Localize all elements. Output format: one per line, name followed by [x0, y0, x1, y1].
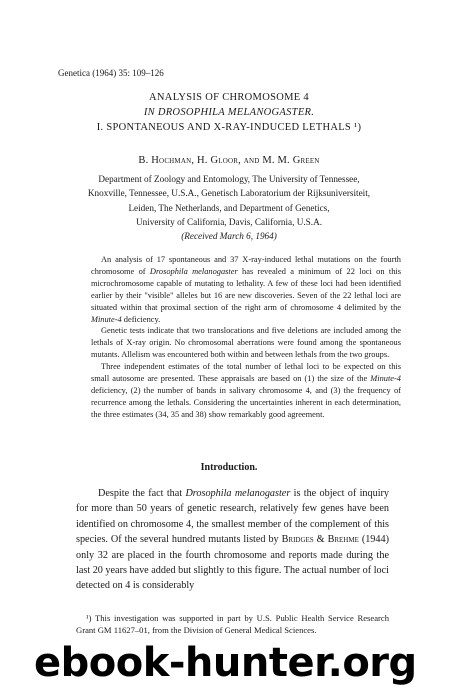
- abstract-paragraph: [91, 361, 401, 421]
- journal-citation: Genetica (1964) 35: 109–126: [58, 68, 164, 78]
- gene-name: Minute-4: [370, 374, 401, 384]
- abstract-paragraph: [91, 254, 401, 325]
- intro-paragraph: [76, 486, 389, 594]
- article-title-line-3: I. SPONTANEOUS AND X-RAY-INDUCED LETHALS ¹): [96, 122, 362, 133]
- affiliation-line: Leiden, The Netherlands, and Department of Genetics,: [128, 202, 330, 213]
- intro-text: &: [313, 534, 328, 546]
- citation-author: Bridges: [281, 534, 314, 546]
- affiliation-line: Department of Zoology and Entomology, The University of Tennessee,: [98, 174, 360, 184]
- intro-text: is the object of inquiry for more than 50 years of genetic research, relatively few genes have been identified on chromosome 4, the smallest member of the complement of this species. Of the several hundred mutants listed by: [76, 488, 390, 546]
- footnote: [76, 612, 389, 636]
- received-date: (Received March 6, 1964): [181, 231, 277, 242]
- citation-author: Brehme: [327, 534, 359, 546]
- abstract-paragraph: Genetic tests indicate that two translocations and five deletions are included among the lethals of X-ray origin. No chromosomal aberrations were found among the spontaneous mutants. Allelism was encountered both within and between lethals from the two groups.: [91, 326, 401, 360]
- footnote-text: ¹) This investigation was supported in part by U.S. Public Health Service Research Grant GM 11627–01, from the Division of General Medical Sciences.: [76, 613, 389, 635]
- introduction-body: [76, 486, 389, 594]
- abstract-text: An analysis of 17 spontaneous and 37 X-ray-induced lethal mutations on the fourth chromosome of: [91, 255, 401, 276]
- abstract-text: has revealed a minimum of 22 loci on this microchromosome capable of mutating to lethality. A few of these loci had been identified earlier by their "visible" alleles but 16 are new discoveries. Seven of the 22 lethal loci are situated within that proximal section of the right arm of chromosome 4 delimited by the: [91, 266, 401, 312]
- affiliation-line: University of California, Davis, California, U.S.A.: [135, 216, 322, 227]
- abstract: [91, 254, 401, 421]
- intro-text: (1944) only 32 are placed in the fourth chromosome and reports made during the last 20 years have added but slightly to this figure. The actual number of loci detected on 4 is considerably: [76, 534, 389, 592]
- abstract-text: deficiency, (2) the number of bands in salivary chromosome 4, and (3) the frequency of recurrence among the lethals. Considering the uncertainties inherent in each determination, the three estimates (34, 35 and 38) show remarkably good agreement.: [91, 385, 401, 419]
- affiliations: [30, 172, 428, 243]
- affiliation-line: Knoxville, Tennessee, U.S.A., Genetisch Laboratorium der Rijksuniversiteit,: [87, 188, 371, 199]
- abstract-text: deficiency.: [121, 314, 161, 324]
- intro-text: Despite the fact that: [98, 488, 186, 499]
- authors: B. Hochman, H. Gloor, and M. M. Green: [138, 155, 320, 166]
- species-name: Drosophila melanogaster: [149, 266, 238, 276]
- abstract-text: Three independent estimates of the total number of lethal loci to be expected on this small autosome are presented. These appraisals are based on (1) the size of the: [91, 362, 401, 384]
- species-name: Drosophila melanogaster: [185, 488, 291, 499]
- article-title-line-1: ANALYSIS OF CHROMOSOME 4: [149, 92, 309, 103]
- gene-name: Minute-4: [91, 314, 122, 324]
- article-title-line-2: IN DROSOPHILA MELANOGASTER.: [143, 107, 315, 118]
- watermark-logo: ebook-hunter.org: [34, 640, 417, 686]
- section-heading: Introduction.: [200, 462, 258, 473]
